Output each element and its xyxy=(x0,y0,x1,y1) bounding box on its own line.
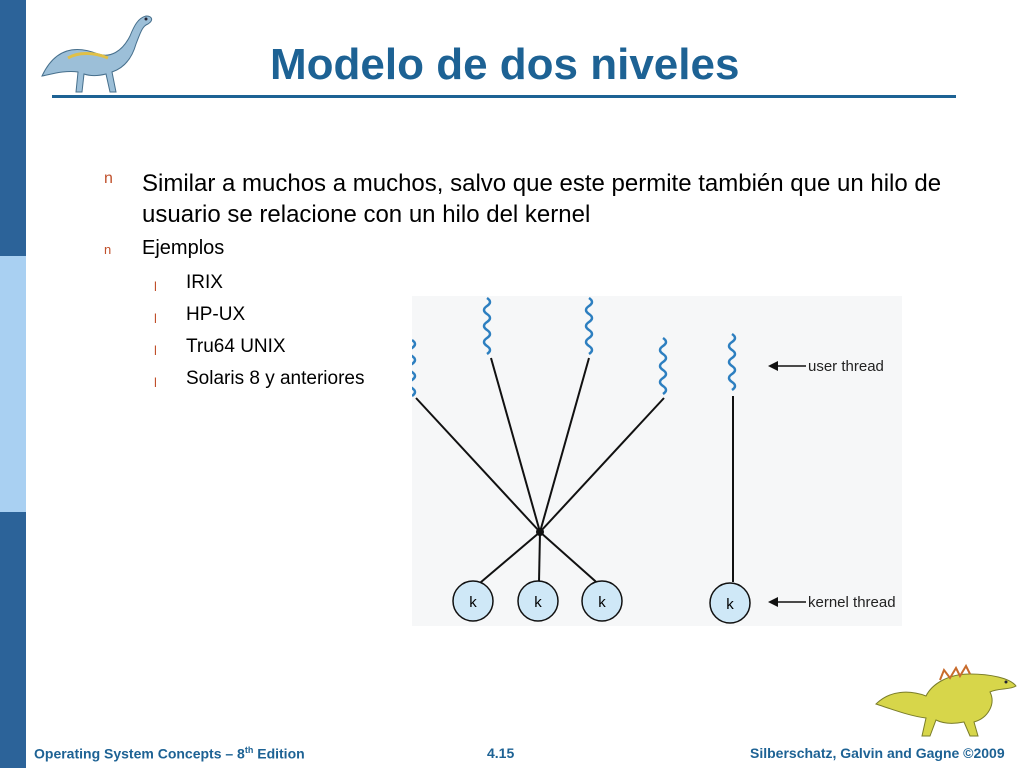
sub-bullet-marker: l xyxy=(154,343,157,358)
bullet-marker: n xyxy=(104,242,112,257)
kernel-thread-label: k xyxy=(598,594,606,611)
bullet-text: Similar a muchos a muchos, salvo que este permite también que un hilo de usuario se relacione con un hilo del kernel xyxy=(142,170,942,228)
footer-book-title xyxy=(34,745,305,762)
footer-edition-text: Edition xyxy=(253,745,305,762)
sub-bullet-text: IRIX xyxy=(186,272,223,293)
kernel-thread-node xyxy=(710,583,750,623)
kernel-thread-label: k xyxy=(726,596,734,613)
side-bar-top xyxy=(0,0,26,256)
footer-edition-suffix: th xyxy=(244,745,254,755)
dinosaur-logo-icon xyxy=(870,660,1020,740)
sub-bullet-text: Tru64 UNIX xyxy=(186,336,286,357)
footer-book-text: Operating System Concepts – 8 xyxy=(34,745,245,762)
side-bar-bottom xyxy=(0,512,26,768)
kernel-thread-node xyxy=(453,581,493,621)
footer-authors: Silberschatz, Galvin and Gagne ©2009 xyxy=(750,745,1005,761)
multiplexing-junction xyxy=(536,528,544,536)
dinosaur-logo-icon xyxy=(38,6,158,98)
sub-bullet-text: Solaris 8 y anteriores xyxy=(186,368,365,389)
user-thread-label: user thread xyxy=(808,358,884,375)
kernel-thread-node xyxy=(582,581,622,621)
slide-title: Modelo de dos niveles xyxy=(270,40,740,89)
two-level-model-diagram xyxy=(412,296,902,626)
bullet-marker: n xyxy=(104,170,113,187)
title-divider xyxy=(52,95,956,98)
kernel-thread-label-text: kernel thread xyxy=(808,594,896,611)
sub-bullet-marker: l xyxy=(154,279,157,294)
sub-bullet-marker: l xyxy=(154,375,157,390)
side-bar-middle xyxy=(0,256,26,512)
sub-bullet-marker: l xyxy=(154,311,157,326)
kernel-thread-node xyxy=(518,581,558,621)
footer-page-number: 4.15 xyxy=(487,745,515,761)
sub-bullet-text: HP-UX xyxy=(186,304,246,325)
kernel-thread-label: k xyxy=(534,594,542,611)
bullet-text: Ejemplos xyxy=(142,237,225,259)
kernel-thread-label: k xyxy=(469,594,477,611)
